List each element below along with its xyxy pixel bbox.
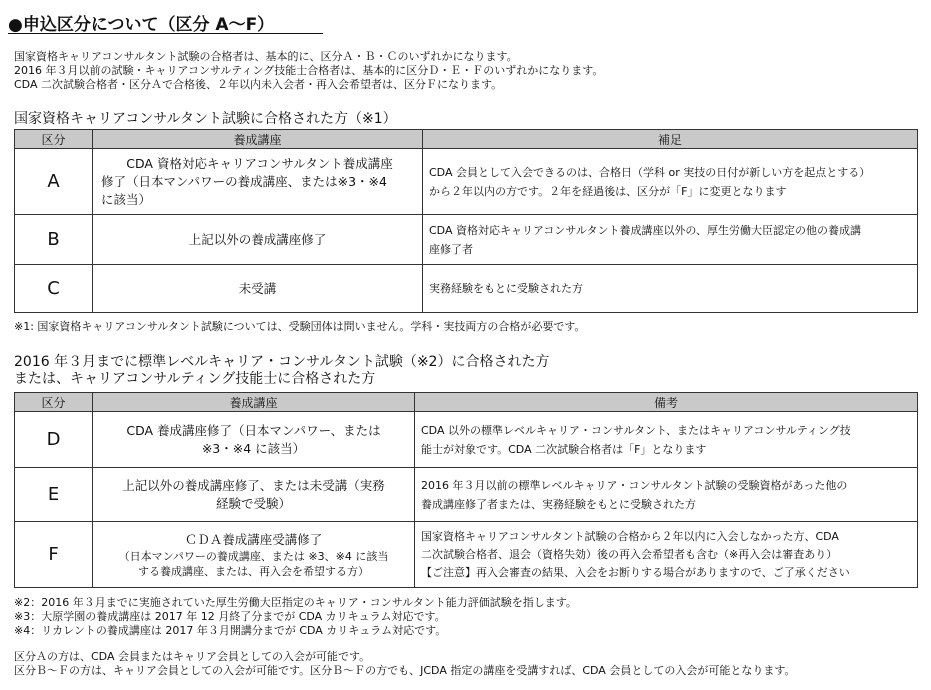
note-line: 能士が対象です。CDA 二次試験合格者は「F」となります	[421, 442, 707, 456]
table-header-row	[15, 130, 918, 149]
section2-heading	[14, 354, 549, 388]
table-row	[15, 215, 918, 265]
course-subline: する養成講座、または、再入会を希望する方）	[138, 564, 369, 578]
intro-line: 2016 年３月以前の試験・キャリアコンサルティング技能士合格者は、基本的に区分Ｄ・Ｅ・Ｆのいずれかになります。	[14, 64, 604, 77]
note-cell	[423, 149, 918, 215]
category-cell: D	[15, 412, 93, 468]
category-cell: A	[15, 149, 93, 215]
course-subline: （日本マンパワーの養成講座、または ※3、※4 に該当	[118, 549, 389, 563]
table-row	[15, 265, 918, 313]
category-cell: F	[15, 522, 93, 588]
table-row	[15, 412, 918, 468]
note-line: から２年以内の方です。２年を経過後は、区分が「F」に変更となります	[429, 184, 787, 198]
note-line: 2016 年３月以前の標準レベルキャリア・コンサルタント試験の受験資格があった他の	[421, 478, 848, 492]
course-line: CDA 資格対応キャリアコンサルタント養成講座	[126, 155, 393, 171]
table-row	[15, 468, 918, 522]
section1-heading: 国家資格キャリアコンサルタント試験に合格された方（※1）	[14, 111, 397, 127]
course-line: CDA 養成講座修了（日本マンパワー、または	[126, 422, 381, 438]
course-cell: 未受講	[93, 265, 423, 313]
page-title: ●申込区分について（区分 A〜F）	[8, 15, 275, 35]
note-line: 国家資格キャリアコンサルタント試験の合格から２年以内に入会しなかった方、CDA	[421, 529, 839, 543]
note-line: 二次試験合格者、退会（資格失効）後の再入会希望者も含む（※再入会は審査あり）	[421, 547, 838, 561]
header-course: 養成講座	[93, 393, 415, 412]
section1-table	[14, 129, 918, 313]
heading-line: 2016 年３月までに標準レベルキャリア・コンサルタント試験（※2）に合格された方	[14, 354, 550, 370]
course-cell	[93, 522, 415, 588]
footnote: ※1: 国家資格キャリアコンサルタント試験については、受験団体は問いません。学科・実技両方の合格が必要です。	[14, 320, 586, 333]
course-line: 上記以外の養成講座修了、または未受講（実務	[122, 477, 385, 493]
category-cell: C	[15, 265, 93, 313]
note-cell	[415, 468, 918, 522]
section2-table	[14, 392, 918, 588]
note-line: CDA 会員として入会できるのは、合格日（学科 or 実技の日付が新しい方を起点とする）	[429, 165, 871, 179]
table-header-row	[15, 393, 918, 412]
closing-note: 区分Ｂ〜Ｆの方は、キャリア会員としての入会が可能です。区分Ｂ〜Ｆの方でも、JCDA 指定の講座を受講すれば、CDA 会員としての入会が可能となります。	[14, 664, 796, 677]
header-category: 区分	[15, 393, 93, 412]
course-line: ＣＤＡ養成講座受講修了	[184, 531, 323, 547]
course-line: に該当）	[101, 191, 152, 207]
header-note: 備考	[415, 393, 918, 412]
header-note: 補足	[423, 130, 918, 149]
header-category: 区分	[15, 130, 93, 149]
footnote: ※4：リカレントの養成講座は 2017 年３月開講分までが CDA カリキュラム対応です。	[14, 624, 447, 637]
intro-line: 国家資格キャリアコンサルタント試験の合格者は、基本的に、区分Ａ・Ｂ・Ｃのいずれかになります。	[14, 50, 518, 63]
category-cell: E	[15, 468, 93, 522]
header-course: 養成講座	[93, 130, 423, 149]
closing-note: 区分Ａの方は、CDA 会員またはキャリア会員としての入会が可能です。	[14, 650, 371, 663]
heading-line: または、キャリアコンサルティング技能士に合格された方	[14, 371, 376, 387]
note-cell	[423, 215, 918, 265]
course-cell	[93, 412, 415, 468]
course-line: ※3・※4 に該当）	[201, 440, 306, 456]
footnote: ※2：2016 年３月までに実施されていた厚生労働大臣指定のキャリア・コンサルタント能力評価試験を指します。	[14, 596, 577, 609]
course-cell	[93, 468, 415, 522]
course-cell: 上記以外の養成講座修了	[93, 215, 423, 265]
course-line: 経験で受験）	[215, 495, 291, 511]
note-cell	[415, 412, 918, 468]
note-line: CDA 以外の標準レベルキャリア・コンサルタント、またはキャリアコンサルティング技	[421, 423, 851, 437]
intro-line: CDA 二次試験合格者・区分Ａで合格後、２年以内未入会者・再入会希望者は、区分Ｆになります。	[14, 78, 503, 91]
table-row	[15, 149, 918, 215]
table-row	[15, 522, 918, 588]
title-underline	[8, 33, 323, 34]
note-line: 座修了者	[429, 242, 473, 256]
category-cell: B	[15, 215, 93, 265]
footnote: ※3：大原学園の養成講座は 2017 年 12 月終了分までが CDA カリキュラム対応です。	[14, 610, 446, 623]
course-line: 修了（日本マンパワーの養成講座、または※3・※4	[101, 173, 387, 189]
note-cell: 実務経験をもとに受験された方	[423, 265, 918, 313]
note-line: 養成講座修了者または、実務経験をもとに受験された方	[421, 497, 696, 511]
note-cell	[415, 522, 918, 588]
course-cell	[93, 149, 423, 215]
intro-text	[14, 50, 603, 92]
note-line: 【ご注意】再入会審査の結果、入会をお断りする場合がありますので、ご了承ください	[421, 565, 850, 579]
note-line: CDA 資格対応キャリアコンサルタント養成講座以外の、厚生労働大臣認定の他の養成講	[429, 223, 861, 237]
